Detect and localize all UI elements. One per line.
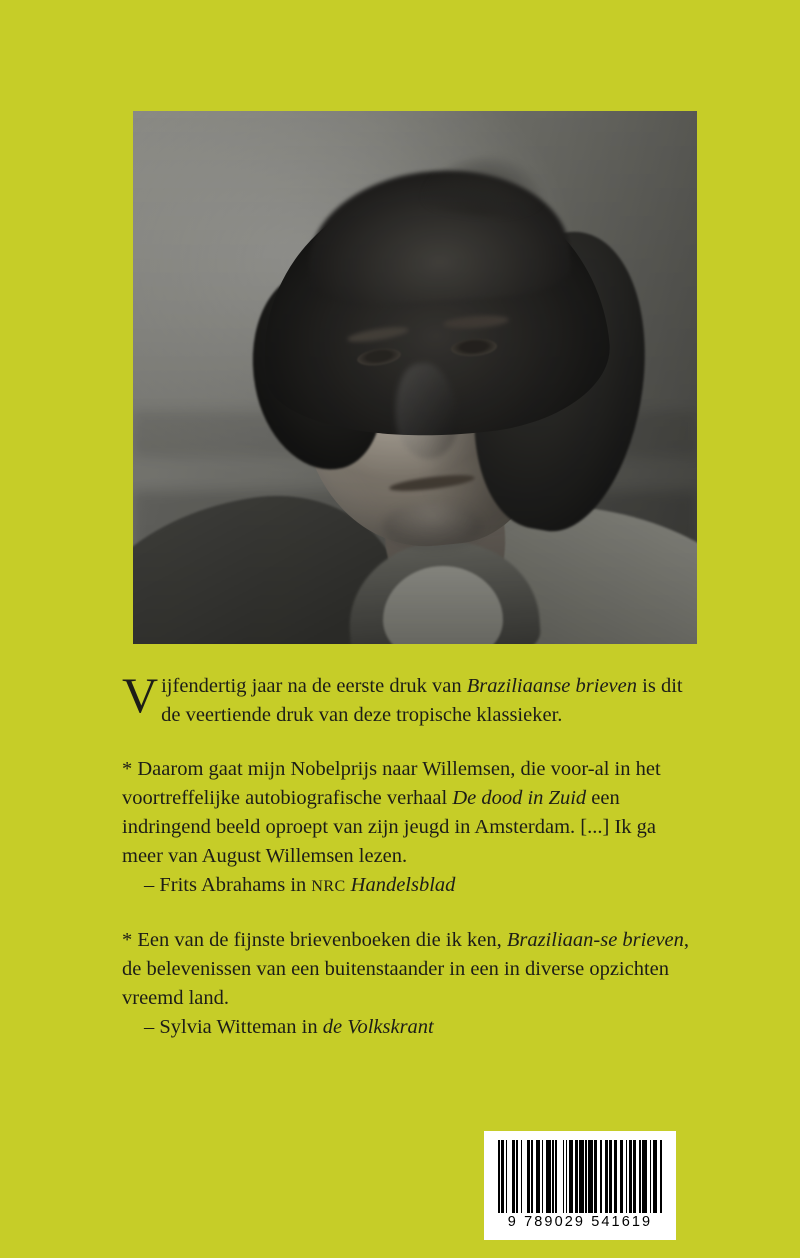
barcode-number: 9 789029 541619: [507, 1214, 653, 1230]
blurb-intro-text: ijfendertig jaar na de eerste druk van: [161, 675, 467, 697]
quote-2-part-2: , de belevenissen van een buitenstaander in een in diverse opzichten vreemd land.: [122, 929, 690, 1009]
quote-1-part-2: een indringend beeld oproept van zijn jeugd in Amsterdam. [...] Ik ga meer van August Willemsen lezen.: [122, 787, 657, 867]
author-portrait-photo: [133, 111, 697, 644]
quote-2-title: Braziliaan-se brieven: [506, 929, 684, 951]
drop-cap: V: [122, 667, 159, 723]
quote-2-attribution: [122, 1013, 698, 1042]
review-quote-1: [122, 755, 698, 901]
barcode: [484, 1131, 676, 1240]
quote-1-attrib-prefix: – Frits Abrahams in: [144, 874, 312, 896]
blurb-intro-paragraph: [122, 667, 698, 730]
quote-2-attrib-prefix: – Sylvia Witteman in: [144, 1016, 323, 1038]
blurb-intro-tail: is dit de veertiende druk van deze tropische klassieker.: [161, 675, 683, 726]
back-cover-text: [122, 667, 698, 1067]
quote-1-attribution: [122, 871, 698, 901]
barcode-bars: [498, 1140, 662, 1213]
quote-marker: *: [122, 929, 133, 951]
quote-1-attrib-smallcaps: NRC: [311, 878, 346, 895]
quote-1-attrib-publication: Handelsblad: [350, 874, 456, 896]
quote-1-title: De dood in Zuid: [452, 787, 587, 809]
review-quote-2: [122, 926, 698, 1042]
blurb-book-title: Braziliaanse brieven: [466, 675, 638, 697]
quote-2-attrib-publication: de Volkskrant: [322, 1016, 434, 1038]
quote-2-part-1: Een van de fijnste brievenboeken die ik ken,: [132, 929, 507, 951]
photo-tone-overlay: [133, 111, 697, 644]
portrait-image: [133, 111, 697, 644]
quote-marker: *: [122, 758, 133, 780]
quote-1-part-1: Daarom gaat mijn Nobelprijs naar Willemsen, die voor-al in het voortreffelijke autobiografische verhaal: [122, 758, 661, 809]
